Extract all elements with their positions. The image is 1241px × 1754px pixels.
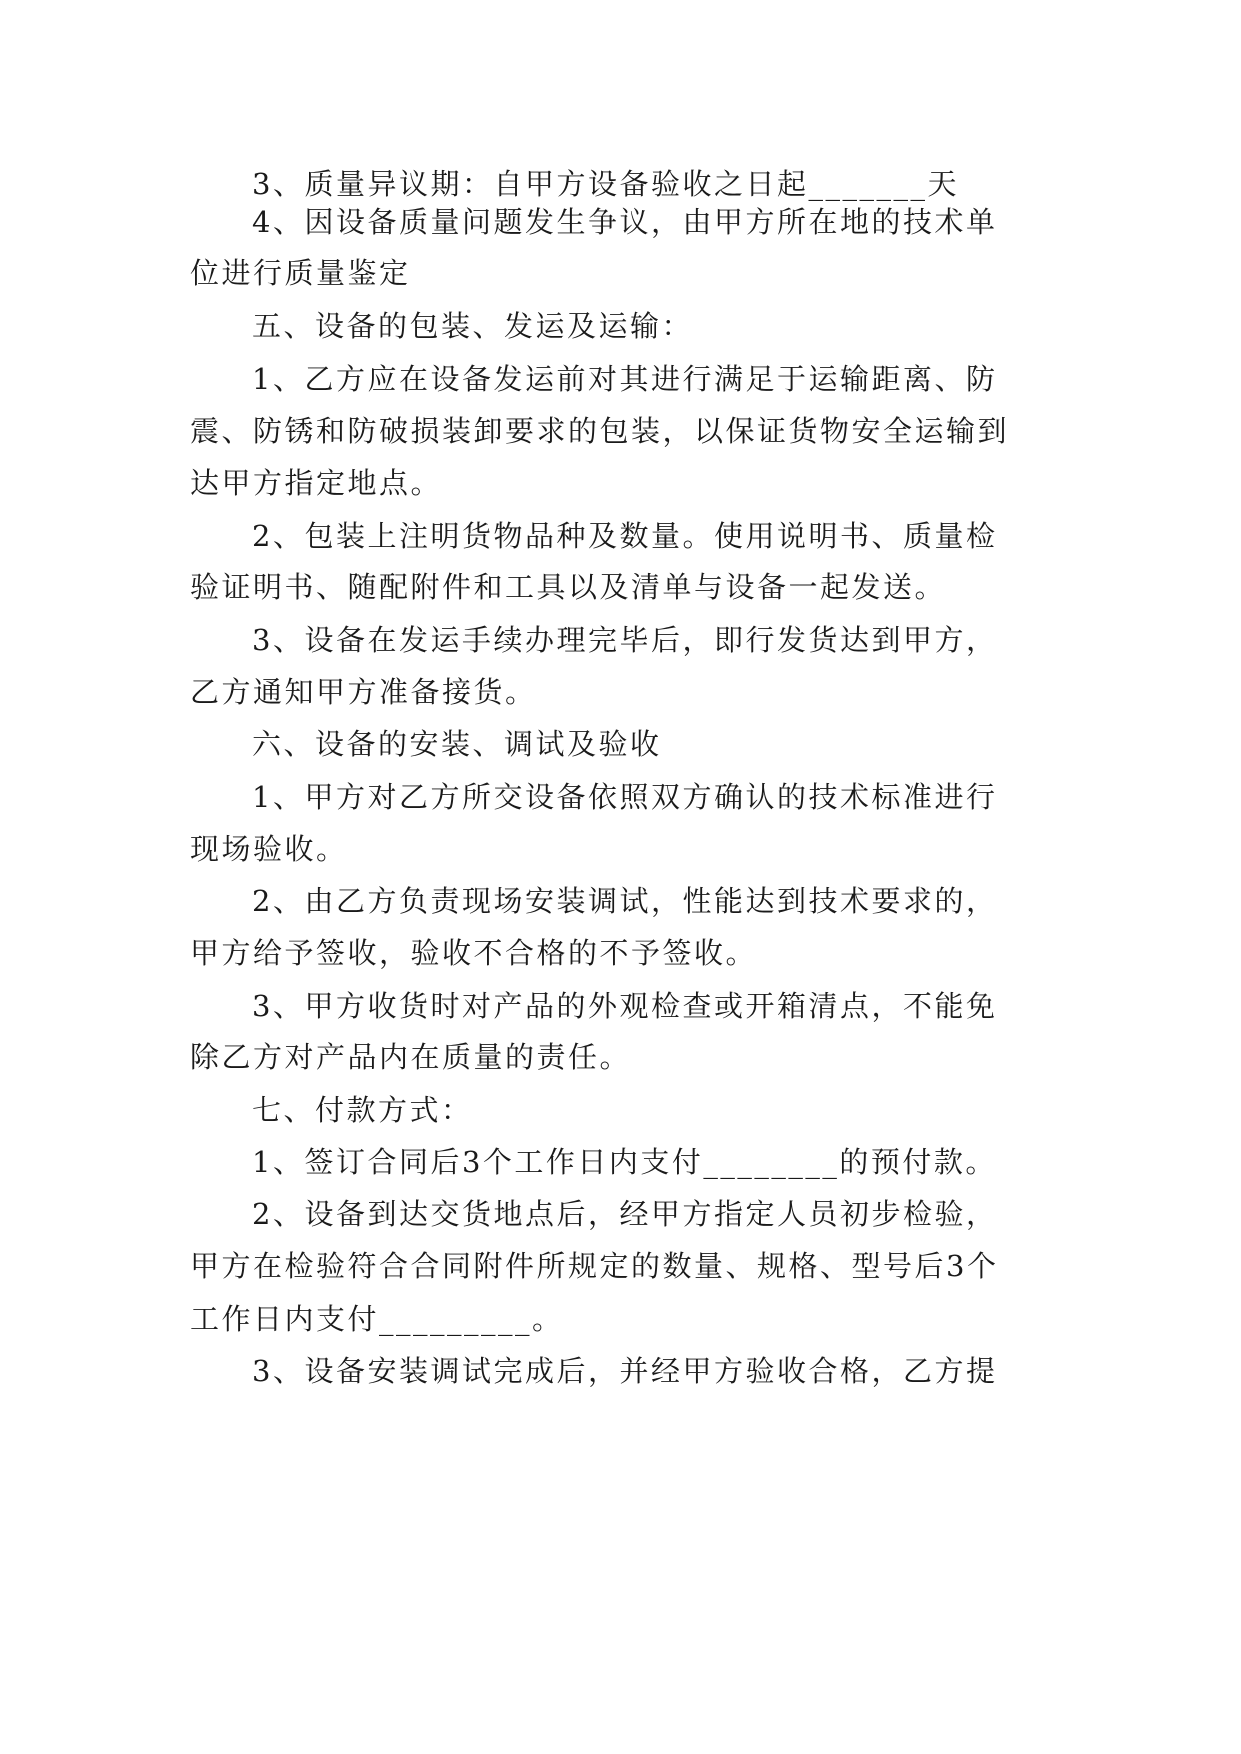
clause-text-line: 现场验收。: [190, 832, 348, 866]
clause-text-line: 3、质量异议期：自甲方设备验收之日起_______天: [252, 167, 959, 201]
clause-text-line: 甲方在检验符合合同附件所规定的数量、规格、型号后3个: [190, 1249, 999, 1283]
clause-text-line: 3、甲方收货时对产品的外观检查或开箱清点，不能免: [252, 989, 998, 1023]
clause-text-line: 甲方给予签收，验收不合格的不予签收。: [190, 936, 758, 970]
clause-text-line: 位进行质量鉴定: [190, 256, 411, 290]
clause-text-line: 4、因设备质量问题发生争议，由甲方所在地的技术单: [252, 205, 998, 239]
clause-text-line: 1、乙方应在设备发运前对其进行满足于运输距离、防: [252, 362, 998, 396]
clause-text-line: 乙方通知甲方准备接货。: [190, 675, 537, 709]
section-heading: 五、设备的包装、发运及运输：: [252, 309, 694, 343]
clause-text-line: 3、设备安装调试完成后，并经甲方验收合格，乙方提: [252, 1354, 998, 1388]
clause-text-line: 2、由乙方负责现场安装调试，性能达到技术要求的，: [252, 884, 998, 918]
clause-text-line: 工作日内支付_________。: [190, 1302, 564, 1336]
clause-text-line: 1、甲方对乙方所交设备依照双方确认的技术标准进行: [252, 780, 998, 814]
clause-text-line: 2、包装上注明货物品种及数量。使用说明书、质量检: [252, 519, 998, 553]
clause-text-line: 3、设备在发运手续办理完毕后，即行发货达到甲方，: [252, 623, 998, 657]
clause-text-line: 1、签订合同后3个工作日内支付________的预付款。: [252, 1145, 997, 1179]
clause-text-line: 除乙方对产品内在质量的责任。: [190, 1040, 632, 1074]
section-heading: 七、付款方式：: [252, 1093, 473, 1127]
clause-text-line: 达甲方指定地点。: [190, 466, 443, 500]
section-heading: 六、设备的安装、调试及验收: [252, 727, 662, 761]
clause-text-line: 验证明书、随配附件和工具以及清单与设备一起发送。: [190, 570, 947, 604]
clause-text-line: 震、防锈和防破损装卸要求的包装，以保证货物安全运输到: [190, 414, 1010, 448]
clause-text-line: 2、设备到达交货地点后，经甲方指定人员初步检验，: [252, 1197, 998, 1231]
